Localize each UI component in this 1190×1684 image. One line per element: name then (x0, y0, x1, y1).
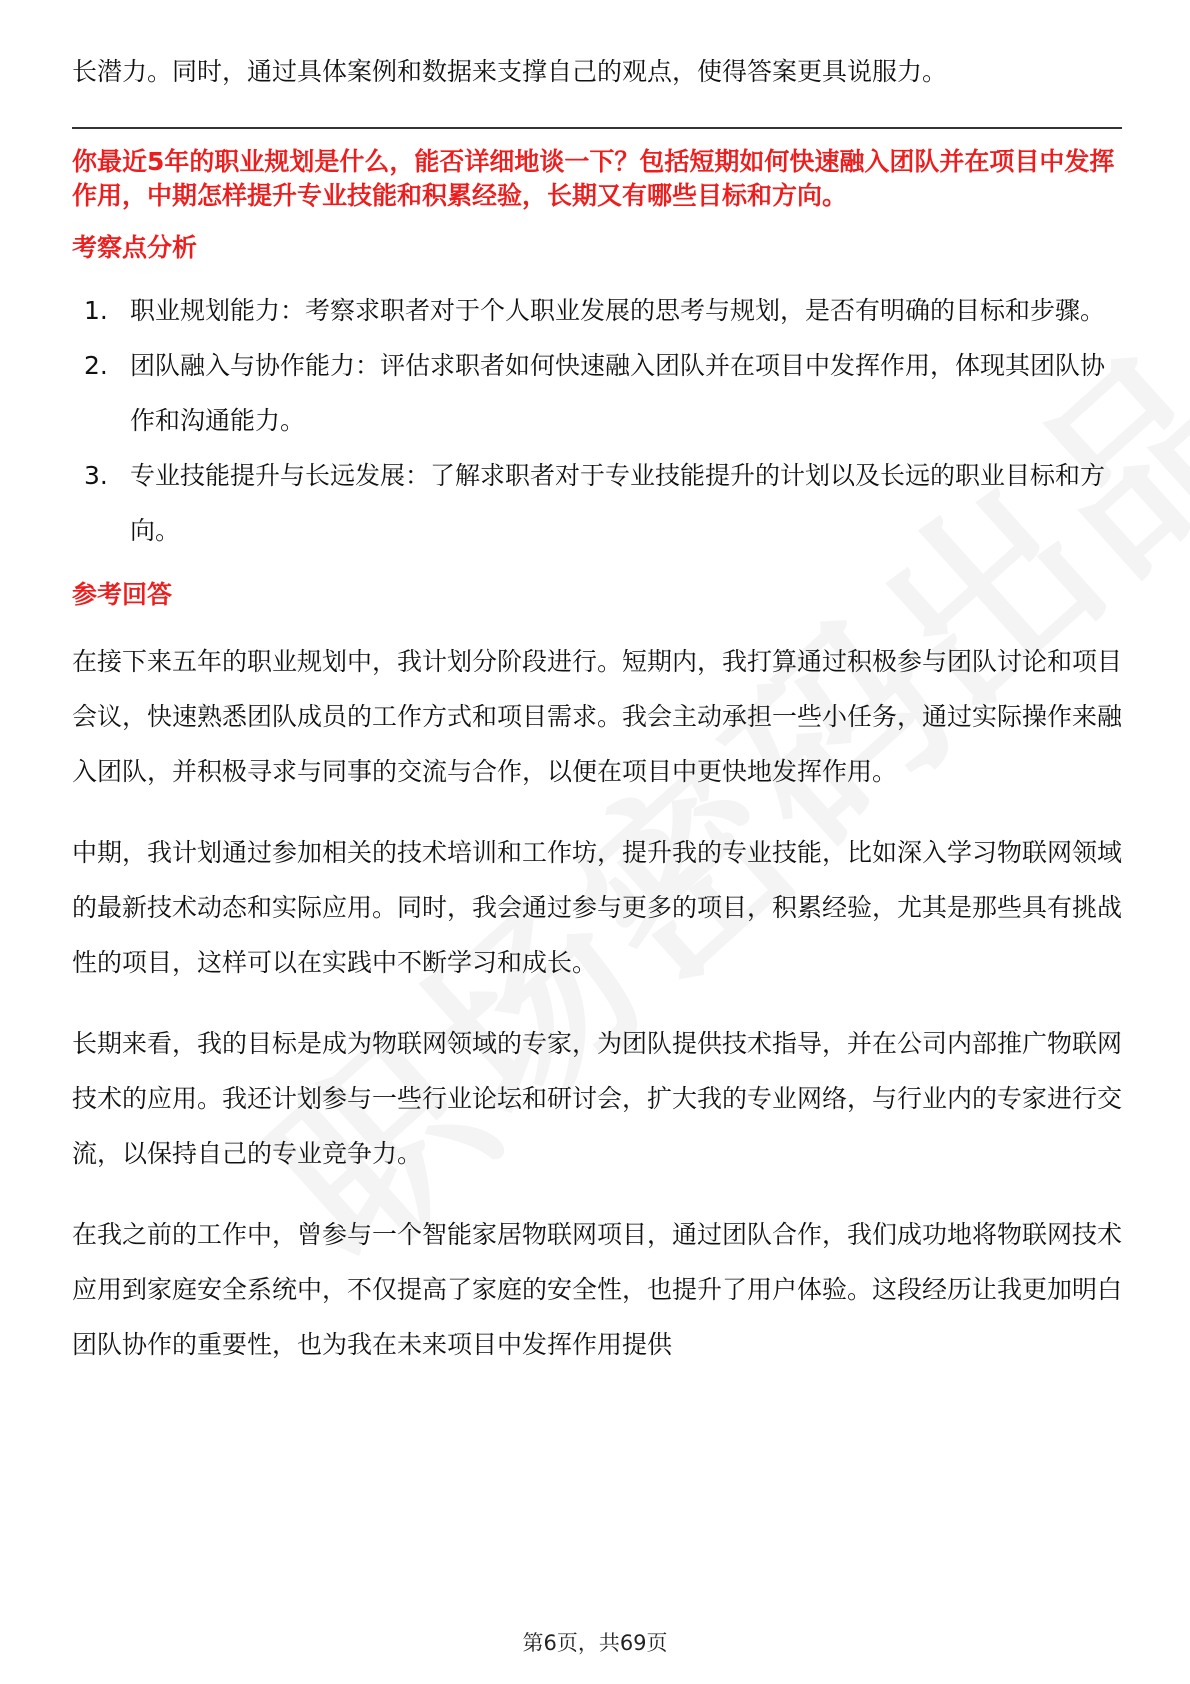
analysis-item (72, 283, 1122, 338)
analysis-item (72, 338, 1122, 448)
answer-heading: 参考回答 (72, 580, 173, 609)
analysis-item-number: 1. (84, 296, 108, 325)
analysis-list (72, 283, 1122, 558)
answer-paragraph: 长期来看，我的目标是成为物联网领域的专家，为团队提供技术指导，并在公司内部推广物联网技术的应用。我还计划参与一些行业论坛和研讨会，扩大我的专业网络，与行业内的专家进行交流，以保持自己的专业竞争力。 (72, 1029, 1123, 1168)
analysis-item (72, 448, 1122, 558)
analysis-item-text: 团队融入与协作能力：评估求职者如何快速融入团队并在项目中发挥作用，体现其团队协作和沟通能力。 (130, 351, 1106, 435)
page-content (72, 44, 1122, 1398)
page-footer: 第6页，共69页 (522, 1631, 668, 1655)
answer-paragraph: 中期，我计划通过参加相关的技术培训和工作坊，提升我的专业技能，比如深入学习物联网领域的最新技术动态和实际应用。同时，我会通过参与更多的项目，积累经验，尤其是那些具有挑战性的项目，这样可以在实践中不断学习和成长。 (72, 838, 1123, 977)
analysis-item-number: 3. (84, 461, 108, 490)
analysis-heading: 考察点分析 (72, 233, 198, 262)
interview-question: 你最近5年的职业规划是什么，能否详细地谈一下？包括短期如何快速融入团队并在项目中发挥作用，中期怎样提升专业技能和积累经验，长期又有哪些目标和方向。 (72, 147, 1115, 210)
analysis-item-text: 职业规划能力：考察求职者对于个人职业发展的思考与规划，是否有明确的目标和步骤。 (130, 296, 1106, 325)
intro-tail-paragraph: 长潜力。同时，通过具体案例和数据来支撑自己的观点，使得答案更具说服力。 (72, 57, 948, 86)
analysis-item-number: 2. (84, 351, 108, 380)
answer-paragraph: 在接下来五年的职业规划中，我计划分阶段进行。短期内，我打算通过积极参与团队讨论和项目会议，快速熟悉团队成员的工作方式和项目需求。我会主动承担一些小任务，通过实际操作来融入团队，并积极寻求与同事的交流与合作，以便在项目中更快地发挥作用。 (72, 647, 1123, 786)
answer-paragraph: 在我之前的工作中，曾参与一个智能家居物联网项目，通过团队合作，我们成功地将物联网技术应用到家庭安全系统中，不仅提高了家庭的安全性，也提升了用户体验。这段经历让我更加明白团队协作的重要性，也为我在未来项目中发挥作用提供 (72, 1220, 1123, 1359)
analysis-item-text: 专业技能提升与长远发展：了解求职者对于专业技能提升的计划以及长远的职业目标和方向。 (130, 461, 1106, 545)
section-divider (72, 127, 1122, 129)
